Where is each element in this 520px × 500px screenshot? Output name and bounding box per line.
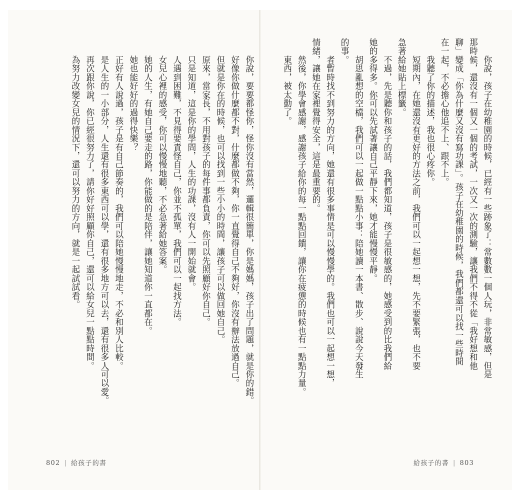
text-column: 原來，當家長，不用對孩子的每件事都負責，你可以先照顧好你自己。 bbox=[201, 38, 212, 327]
text-column: 的事。 bbox=[340, 38, 351, 65]
text-column: 那時候，還沒有一個又一個的考試，一次又一次的測驗，讓我們不得不從「我好想和他 bbox=[468, 38, 479, 371]
text-column: 她也能好好的過得快樂？ bbox=[129, 38, 139, 152]
text-column: 不過，先是聽你和孩子的話，我們都知道，孩子是很敏感的，她感受到的比我們給 bbox=[383, 38, 393, 371]
text-column: 急著給她貼上標籤。 bbox=[397, 38, 408, 117]
text-column: 正好有人說過，孩子是有自己節奏的，我們可以陪她慢慢地走，不必和別人比較。 bbox=[114, 38, 125, 371]
text-column: 短期內，在她還沒有更好的方法之前，我們可以一起想一想，先不要緊張，也不要 bbox=[411, 38, 422, 371]
text-column: 但就是你在的時候，也可以找到一些小小的時間，讓孩子可以做回她自己。 bbox=[216, 38, 226, 344]
text-column: 人遇到困難，不見得要責怪自己，你並不孤單，我們可以一起找方法。 bbox=[172, 38, 183, 327]
right-page-text bbox=[283, 38, 493, 438]
text-column: 她的多得多。你可以先試著讓自己平靜下來，她才能慢慢平靜。 bbox=[368, 38, 379, 283]
text-column: 然後，你學會感謝，感謝孩子給你的每一點點回饋，讓你在疲憊的時候也有一點點力量。 bbox=[297, 38, 308, 397]
text-column: 胡思亂想的空檔，我們可以一起做一點點小事：陪她讀一本書、散步、說說今天發生 bbox=[354, 38, 365, 379]
text-column: 好像你做什麼都不對，什麼都做不夠，你一直覺得自己不夠好，你沒有辦法放過自己。 bbox=[230, 38, 241, 388]
text-column: 是人生的一小部分，人生還有很多東西可以學，還有很多地方可以去，還有很多人可以愛。 bbox=[100, 38, 110, 406]
text-column: 者暫時找不到努力的方向，她還有很多事情是可以慢慢學的。我們也可以一起想一想， bbox=[325, 38, 336, 388]
text-column: 我聽了你的描述，我也很心疼你。 bbox=[426, 38, 436, 187]
text-column: 她的人生，有她自己要走的路，你能做的是陪伴，讓她知道你一直都在。 bbox=[143, 38, 154, 336]
running-title: 給孩子的書 bbox=[413, 459, 449, 467]
text-column: 你說，要要都怪你，怪你沒有當然，邏輯很簡單，你是媽媽，孩子出了問題，就是你的錯。 bbox=[245, 38, 255, 406]
text-column: 情緒，讓她在家裡覺得安全，這是最重要的。 bbox=[311, 38, 322, 213]
right-page-folio: 給孩子的書 | 803 bbox=[413, 459, 474, 467]
text-column: 東西，被太動了。 bbox=[283, 38, 293, 126]
text-column: 聊」變成「你為什麼又沒有寫功課」。孩子在幼稚園的時候，我們都還可以找一些時間 bbox=[454, 38, 465, 366]
text-column: 在一起，不必擔心他追不上、跟不上。 bbox=[440, 38, 451, 187]
text-column: 女兒心裡的感受，你可以慢慢地聽，不必急著給她答案。 bbox=[158, 38, 168, 274]
page-number: 802 bbox=[46, 459, 61, 467]
text-column: 只是知道，這是你的學問，人生的功課，沒有人一開始就會。 bbox=[187, 38, 197, 292]
page-number: 803 bbox=[459, 459, 474, 467]
text-column: 為努力改變女兒的情況下，還可以努力的方向，就是一起試試看。 bbox=[71, 38, 81, 309]
running-title: 給孩子的書 bbox=[71, 459, 107, 467]
text-column: 再次跟你說，你已經很努力了，請你好好照顧你自己，還可以給女兒一點點時間。 bbox=[85, 38, 96, 371]
left-page-folio: 802 | 給孩子的書 bbox=[46, 459, 107, 467]
left-page-text bbox=[40, 38, 255, 438]
text-column: 你說，孩子在幼稚園的時候，已經有一些跡象了：常數數一個人玩，非常敏感，但是 bbox=[483, 38, 493, 379]
book-gutter bbox=[259, 10, 261, 490]
